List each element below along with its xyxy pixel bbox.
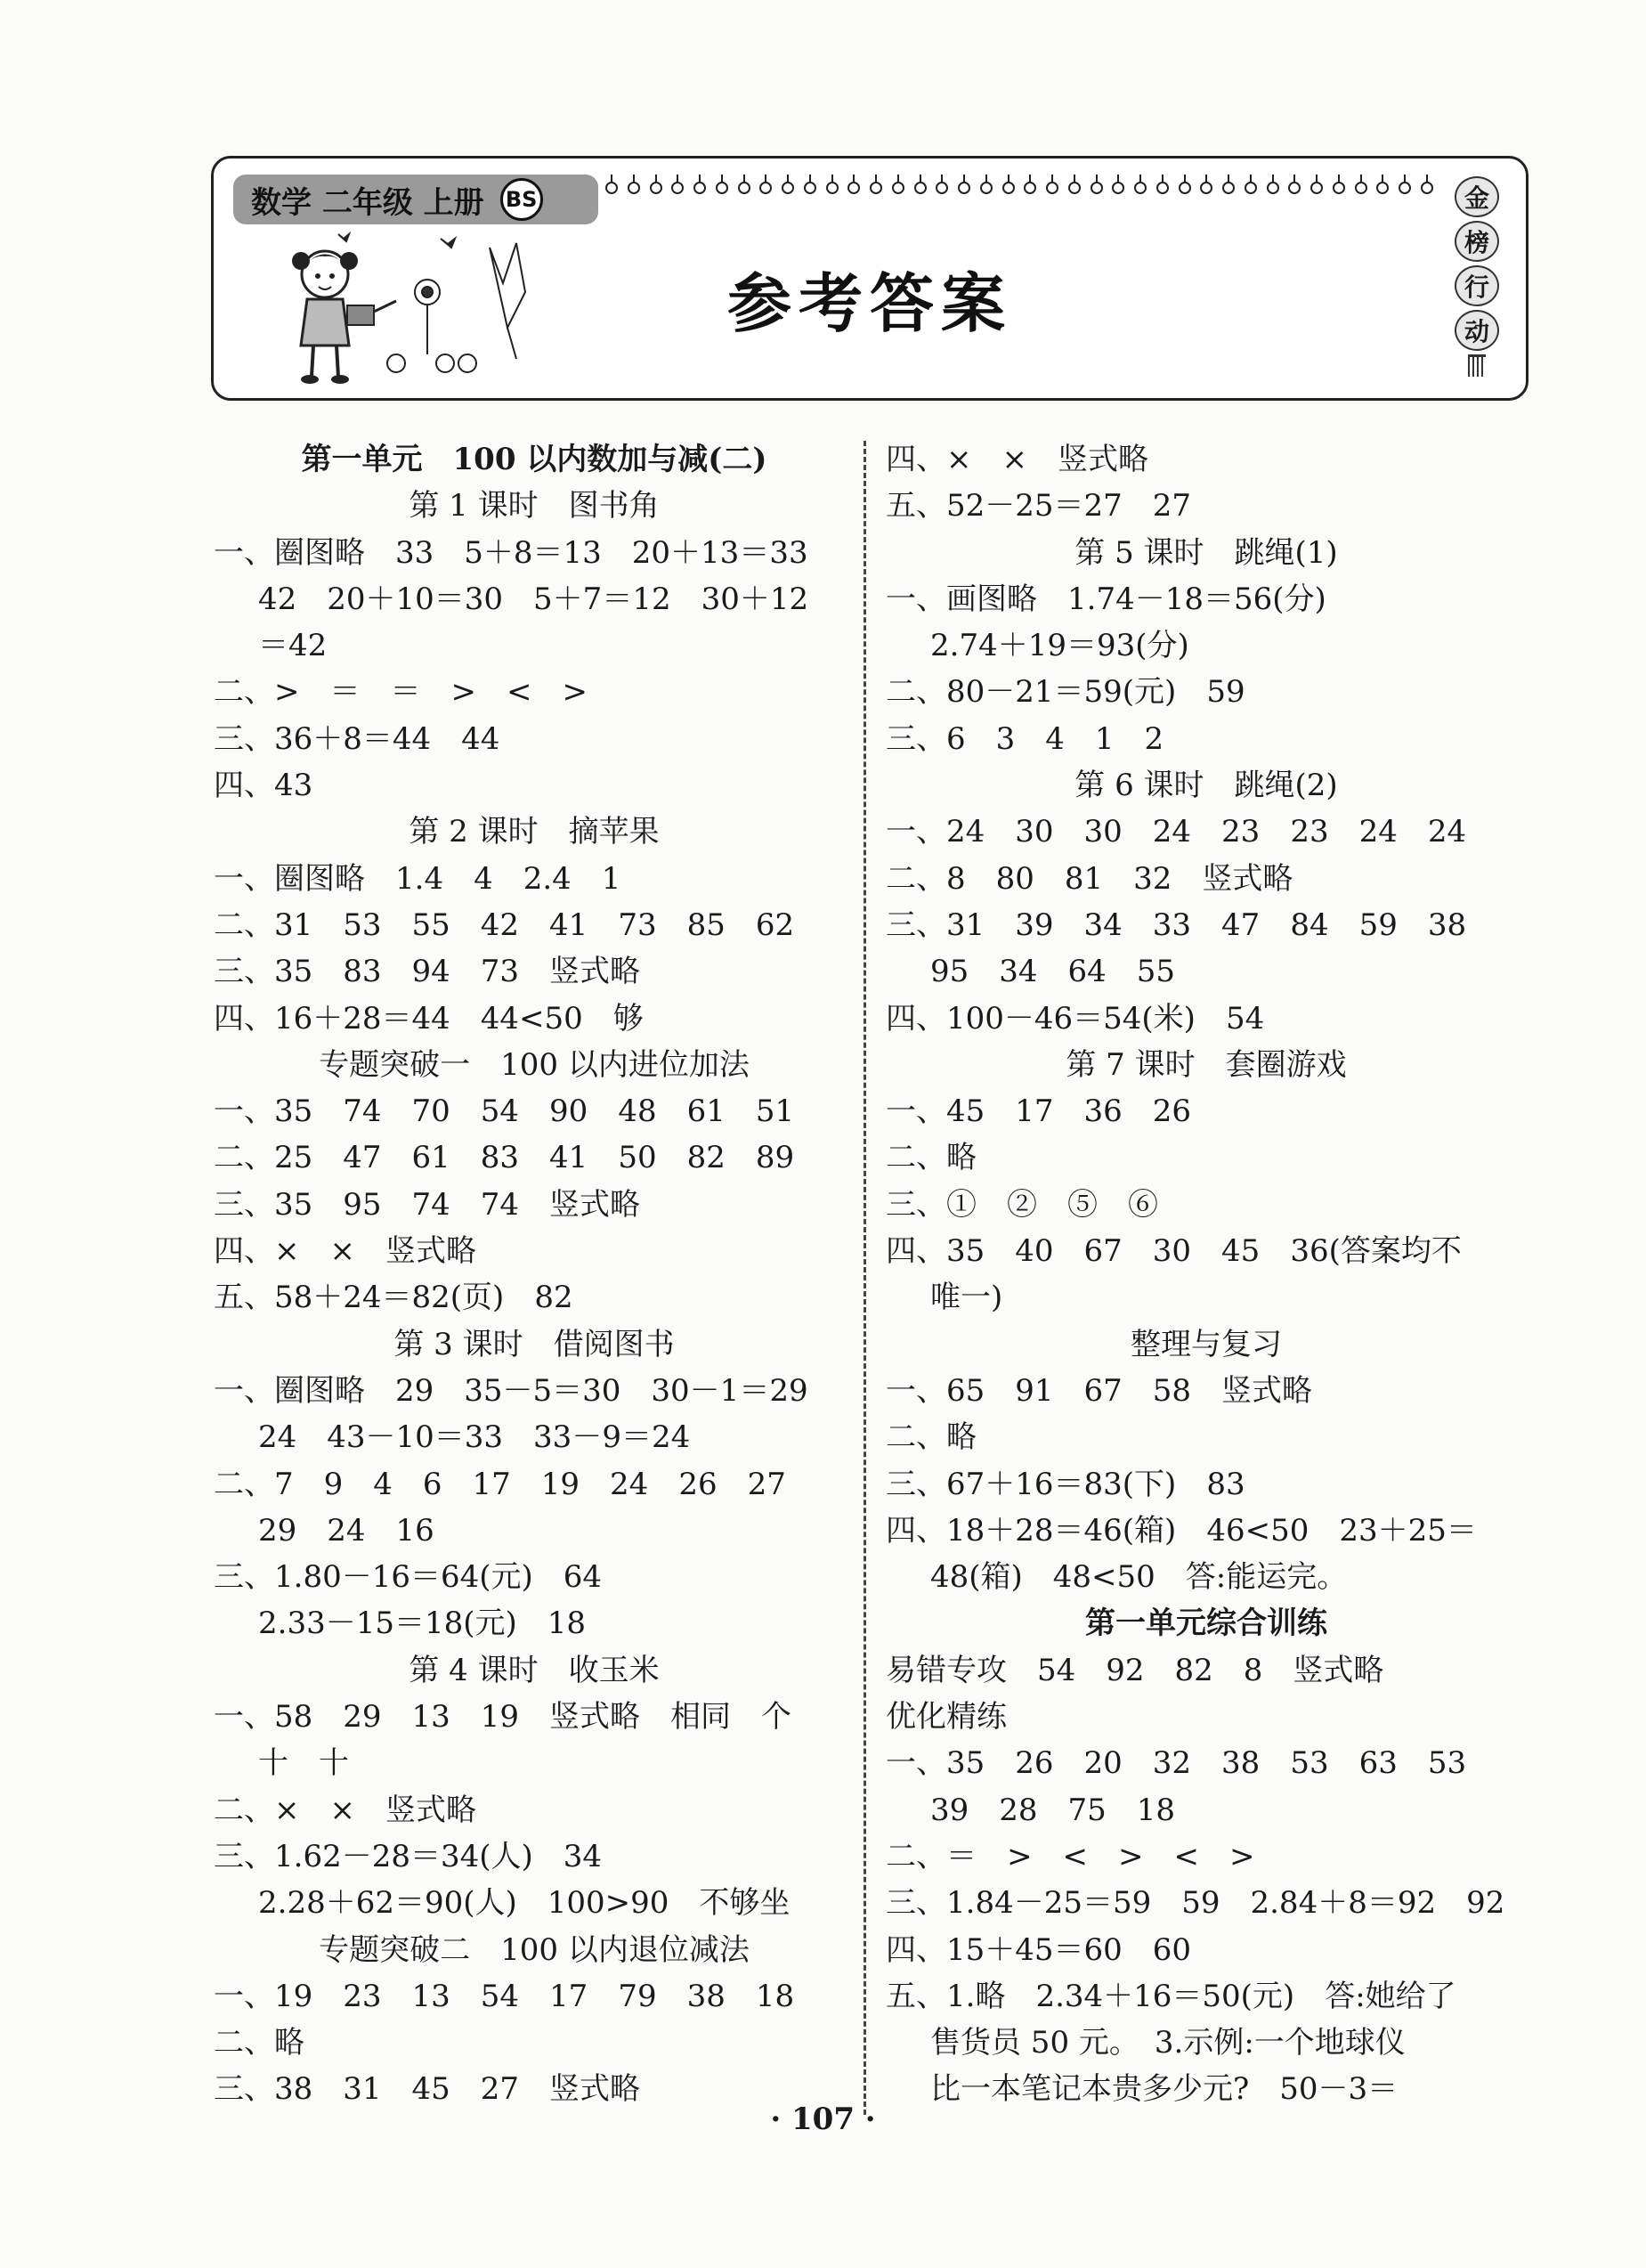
answer-line: 二、7 9 4 6 17 19 24 26 27 (214, 1466, 786, 1502)
binder-ring-icon (1288, 182, 1301, 194)
answer-line: 一、65 91 67 58 竖式略 (886, 1372, 1313, 1409)
answer-line: 一、24 30 30 24 23 23 24 24 (886, 814, 1467, 850)
page-title: 参考答案 (726, 265, 1012, 341)
binder-ring-icon (936, 182, 948, 194)
answer-line: 一、圈图略 1.4 4 2.4 1 (214, 860, 621, 897)
binder-ring-icon (914, 182, 927, 194)
brand-logo-char: 动 (1455, 310, 1499, 351)
column-divider (864, 441, 866, 2115)
answer-line: 二、80－21＝59(元) 59 (886, 674, 1245, 711)
answer-line: 39 28 75 18 (930, 1792, 1176, 1828)
answer-line: 三、31 39 34 33 47 84 59 38 (886, 906, 1467, 943)
answer-line: 专题突破一 100 以内进位加法 (319, 1046, 750, 1083)
answer-line: ＝42 (258, 628, 328, 664)
answer-line: 一、19 23 13 54 17 79 38 18 (214, 1978, 795, 2014)
brand-logo-char: 行 (1455, 265, 1499, 306)
answer-line: 24 43－10＝33 33－9＝24 (258, 1419, 691, 1456)
answer-line: 一、圈图略 33 5＋8＝13 20＋13＝33 (214, 534, 808, 571)
answer-line: 专题突破二 100 以内退位减法 (319, 1931, 750, 1968)
answer-line: 四、18＋28＝46(箱) 46<50 23＋25＝ (886, 1512, 1477, 1549)
binder-rings (605, 173, 1433, 205)
answer-line: 第 3 课时 借阅图书 (393, 1326, 675, 1362)
answer-line: 二、略 (214, 2025, 304, 2061)
answer-line: 三、1.80－16＝64(元) 64 (214, 1559, 603, 1596)
answer-line: 五、52－25＝27 27 (886, 488, 1192, 524)
binder-ring-icon (1091, 182, 1103, 194)
binder-ring-icon (1024, 182, 1036, 194)
binder-ring-icon (759, 182, 772, 194)
answer-line: 三、1.84－25＝59 59 2.84＋8＝92 92 (886, 1885, 1505, 1922)
answer-line: 42 20＋10＝30 5＋7＝12 30＋12 (258, 581, 809, 617)
binder-ring-icon (1002, 182, 1015, 194)
binder-ring-icon (1399, 182, 1411, 194)
answer-line: 第 7 课时 套圈游戏 (1066, 1046, 1347, 1083)
answer-line: 第 4 课时 收玉米 (409, 1652, 660, 1688)
answer-line: 比一本笔记本贵多少元? 50－3＝ (930, 2071, 1399, 2108)
answer-line: 易错专攻 54 92 82 8 竖式略 (886, 1652, 1384, 1688)
answer-line: 四、43 (214, 768, 313, 804)
binder-ring-icon (628, 182, 640, 194)
answer-line: 二、31 53 55 42 41 73 85 62 (214, 906, 795, 943)
subject-tag-label: 数学 二年级 上册 (251, 184, 484, 221)
answer-line: 优化精练 (886, 1699, 1007, 1736)
binder-ring-icon (892, 182, 904, 194)
right-answer-column (886, 436, 1527, 2113)
answer-line: 2.33－15＝18(元) 18 (258, 1605, 587, 1642)
answer-line: 三、6 3 4 1 2 (886, 720, 1164, 757)
answer-line: 二、25 47 61 83 41 50 82 89 (214, 1140, 795, 1176)
tassel-icon (1468, 354, 1486, 377)
binder-ring-icon (804, 182, 816, 194)
answer-line: 三、67＋16＝83(下) 83 (886, 1466, 1245, 1502)
brand-logo (1447, 176, 1506, 377)
binder-ring-icon (782, 182, 794, 194)
binder-ring-icon (716, 182, 728, 194)
answer-line: 第 1 课时 图书角 (409, 488, 660, 524)
answer-line: 二、略 (886, 1419, 977, 1456)
answer-line: 一、画图略 1.74－18＝56(分) (886, 581, 1326, 617)
binder-ring-icon (1068, 182, 1081, 194)
binder-ring-icon (1310, 182, 1323, 194)
answer-line: 四、35 40 67 30 45 36(答案均不 (886, 1233, 1462, 1270)
answer-line: 二、略 (886, 1140, 977, 1176)
binder-ring-icon (738, 182, 750, 194)
binder-ring-icon (693, 182, 706, 194)
binder-ring-icon (1376, 182, 1389, 194)
edition-badge: BS (500, 178, 543, 221)
brand-logo-char: 榜 (1455, 221, 1499, 262)
answer-line: 第一单元 100 以内数加与减(二) (301, 442, 767, 477)
answer-line: 四、× × 竖式略 (214, 1233, 476, 1270)
answer-line: 2.74＋19＝93(分) (930, 628, 1189, 664)
answer-line: 第一单元综合训练 (1085, 1605, 1327, 1642)
answer-line: 售货员 50 元。 3.示例:一个地球仪 (930, 2025, 1406, 2061)
binder-ring-icon (605, 182, 618, 194)
answer-line: 三、35 95 74 74 竖式略 (214, 1186, 641, 1223)
answer-line: 29 24 16 (258, 1512, 434, 1549)
answer-line: 二、＝ > < > < > (886, 1838, 1255, 1874)
answer-line: 一、35 74 70 54 90 48 61 51 (214, 1093, 795, 1130)
binder-ring-icon (870, 182, 882, 194)
answer-line: 二、> ＝ ＝ > < > (214, 674, 588, 711)
answer-line: 十 十 (258, 1745, 349, 1782)
answer-line: 第 6 课时 跳绳(2) (1074, 768, 1338, 804)
answer-line: 五、58＋24＝82(页) 82 (214, 1280, 573, 1316)
binder-ring-icon (1333, 182, 1345, 194)
binder-ring-icon (1134, 182, 1147, 194)
answer-line: 三、1.62－28＝34(人) 34 (214, 1838, 603, 1874)
answer-line: 三、38 31 45 27 竖式略 (214, 2071, 641, 2108)
left-answer-column (214, 436, 855, 2113)
binder-ring-icon (1245, 182, 1257, 194)
binder-ring-icon (980, 182, 993, 194)
subject-tag (233, 175, 598, 224)
binder-ring-icon (1179, 182, 1191, 194)
answer-line: 唯一) (930, 1280, 1003, 1316)
binder-ring-icon (1222, 182, 1235, 194)
binder-ring-icon (671, 182, 684, 194)
answer-line: 三、35 83 94 73 竖式略 (214, 954, 641, 990)
answer-line: 整理与复习 (1131, 1326, 1282, 1362)
binder-ring-icon (826, 182, 839, 194)
page-number: · 107 · (770, 2101, 876, 2137)
answer-line: 二、8 80 81 32 竖式略 (886, 860, 1293, 897)
answer-line: 95 34 64 55 (930, 954, 1176, 990)
binder-ring-icon (650, 182, 662, 194)
binder-ring-icon (1267, 182, 1279, 194)
binder-ring-icon (847, 182, 860, 194)
answer-line: 四、100－46＝54(米) 54 (886, 1000, 1265, 1036)
binder-ring-icon (1421, 182, 1433, 194)
answer-line: 四、16＋28＝44 44<50 够 (214, 1000, 644, 1036)
answer-line: 48(箱) 48<50 答:能运完。 (930, 1559, 1348, 1596)
answer-line: 二、× × 竖式略 (214, 1792, 476, 1828)
answer-line: 五、1.略 2.34＋16＝50(元) 答:她给了 (886, 1978, 1456, 2014)
binder-ring-icon (1156, 182, 1169, 194)
brand-logo-char: 金 (1455, 176, 1499, 217)
binder-ring-icon (1355, 182, 1367, 194)
answer-line: 第 5 课时 跳绳(1) (1074, 534, 1338, 571)
answer-line: 一、58 29 13 19 竖式略 相同 个 (214, 1699, 792, 1736)
binder-ring-icon (958, 182, 970, 194)
answer-line: 四、15＋45＝60 60 (886, 1931, 1192, 1968)
answer-line: 三、36＋8＝44 44 (214, 720, 500, 757)
binder-ring-icon (1046, 182, 1058, 194)
answer-line: 第 2 课时 摘苹果 (409, 814, 660, 850)
answer-line: 一、45 17 36 26 (886, 1093, 1192, 1130)
header-banner (211, 156, 1528, 401)
answer-line: 2.28＋62＝90(人) 100>90 不够坐 (258, 1885, 791, 1922)
answer-line: 三、① ② ⑤ ⑥ (886, 1186, 1158, 1223)
answer-line: 一、35 26 20 32 38 53 63 53 (886, 1745, 1467, 1782)
binder-ring-icon (1112, 182, 1124, 194)
answer-line: 四、× × 竖式略 (886, 442, 1148, 477)
answer-line: 一、圈图略 29 35－5＝30 30－1＝29 (214, 1372, 808, 1409)
binder-ring-icon (1200, 182, 1212, 194)
